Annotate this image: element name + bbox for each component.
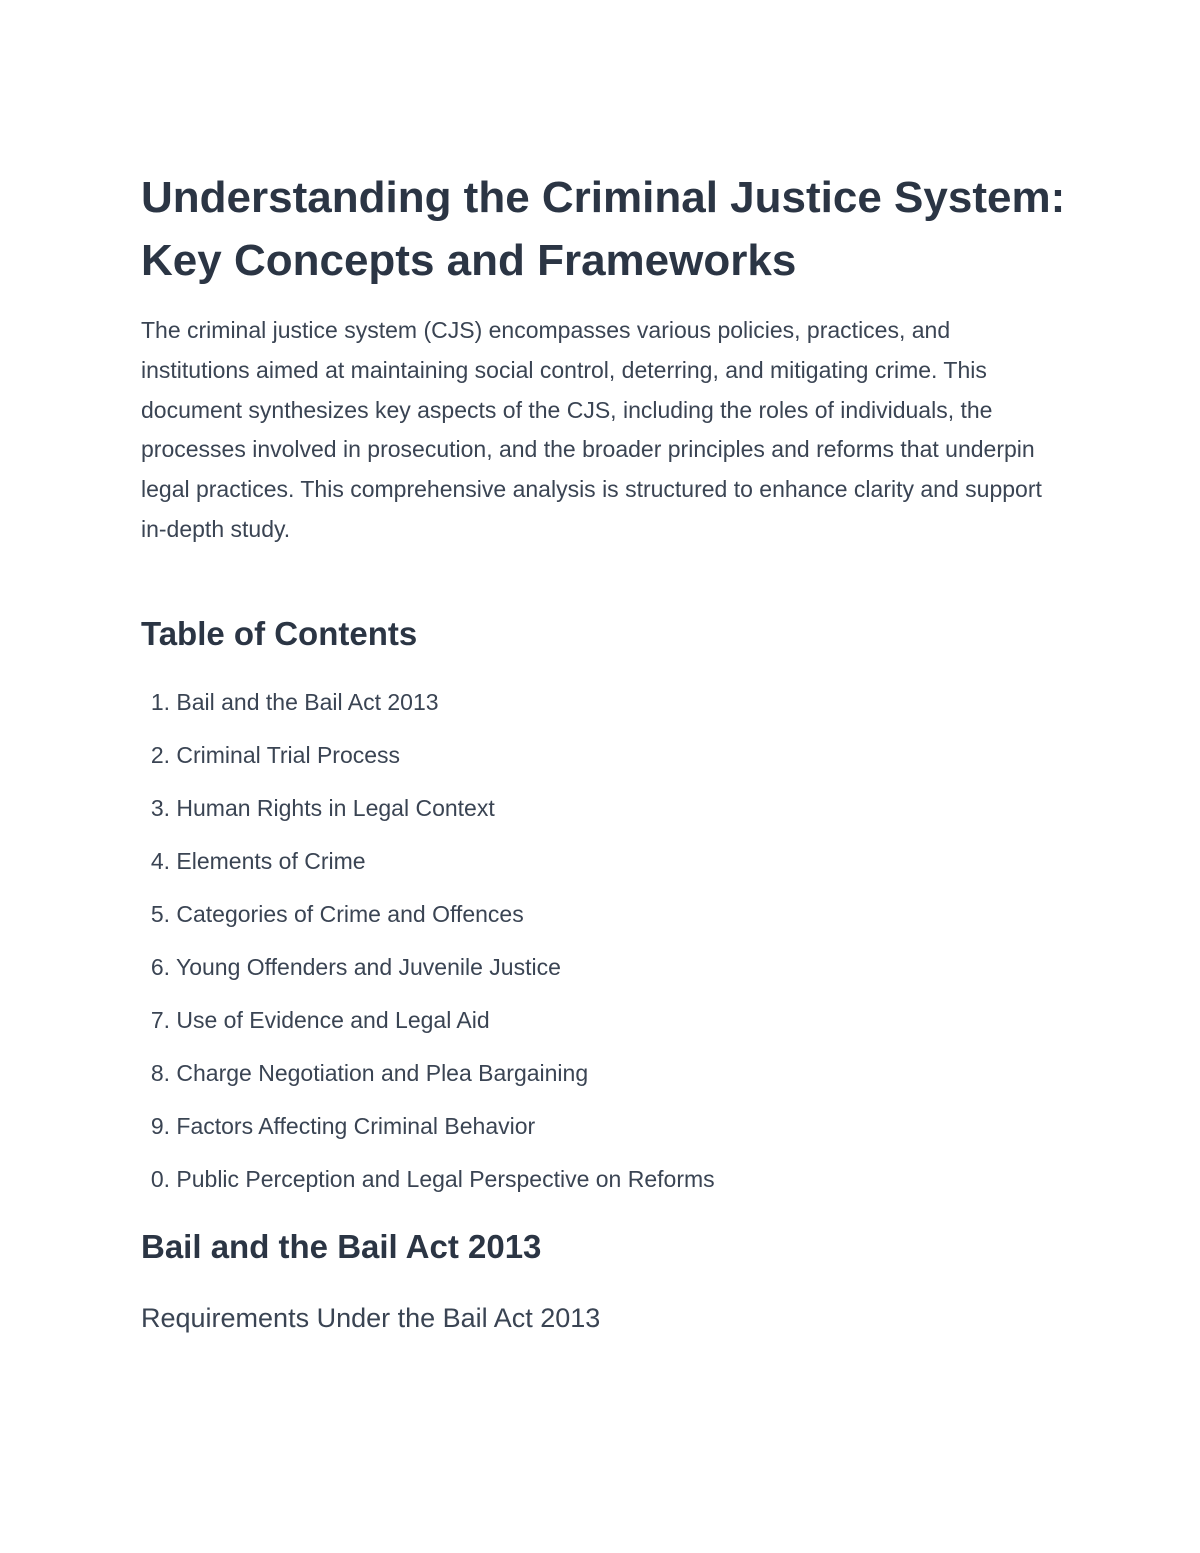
toc-item-label: Categories of Crime and Offences [176, 901, 524, 927]
toc-item-label: Criminal Trial Process [176, 742, 401, 768]
toc-item [141, 1106, 715, 1159]
toc-item-number: 9. [150, 1113, 170, 1139]
toc-item-label: Bail and the Bail Act 2013 [176, 689, 439, 715]
toc-item-number: 4. [150, 848, 170, 874]
toc-item [141, 1000, 715, 1053]
toc-item-label: Young Offenders and Juvenile Justice [175, 954, 561, 980]
toc-item [141, 841, 715, 894]
toc-item-number: 0. [150, 1166, 170, 1192]
toc-item-label: Factors Affecting Criminal Behavior [176, 1113, 536, 1139]
toc-item-number: 1. [150, 689, 170, 715]
toc-item-number: 2. [150, 742, 170, 768]
toc-item-label: Use of Evidence and Legal Aid [176, 1007, 490, 1033]
table-of-contents [141, 682, 715, 1212]
document-title: Understanding the Criminal Justice System: Key Concepts and Frameworks [141, 173, 1066, 285]
toc-item-label: Public Perception and Legal Perspective on Reforms [176, 1166, 715, 1192]
section-heading: Bail and the Bail Act 2013 [141, 1228, 542, 1265]
toc-item-number: 3. [150, 795, 170, 821]
toc-item-label: Elements of Crime [176, 848, 366, 874]
toc-item [141, 894, 715, 947]
toc-item [141, 947, 715, 1000]
toc-item-number: 6. [150, 954, 170, 980]
intro-paragraph: The criminal justice system (CJS) encompasses various policies, practices, and institutions aimed at maintaining social control, deterring, and mitigating crime. This document synthesizes key aspects of the CJS, including the roles of individuals, the processes involved in prosecution, and the broader principles and reforms that underpin legal practices. This comprehensive analysis is structured to enhance clarity and support in-depth study. [141, 317, 1042, 542]
toc-item [141, 682, 715, 735]
toc-item [141, 1053, 715, 1106]
toc-item [141, 735, 715, 788]
toc-item [141, 1159, 715, 1212]
toc-item-number: 8. [150, 1060, 170, 1086]
toc-item-number: 5. [150, 901, 170, 927]
section-subheading: Requirements Under the Bail Act 2013 [141, 1303, 601, 1333]
toc-item-number: 7. [150, 1007, 170, 1033]
toc-item-label: Charge Negotiation and Plea Bargaining [176, 1060, 589, 1086]
toc-heading: Table of Contents [141, 615, 418, 652]
toc-item [141, 788, 715, 841]
toc-item-label: Human Rights in Legal Context [176, 795, 495, 821]
